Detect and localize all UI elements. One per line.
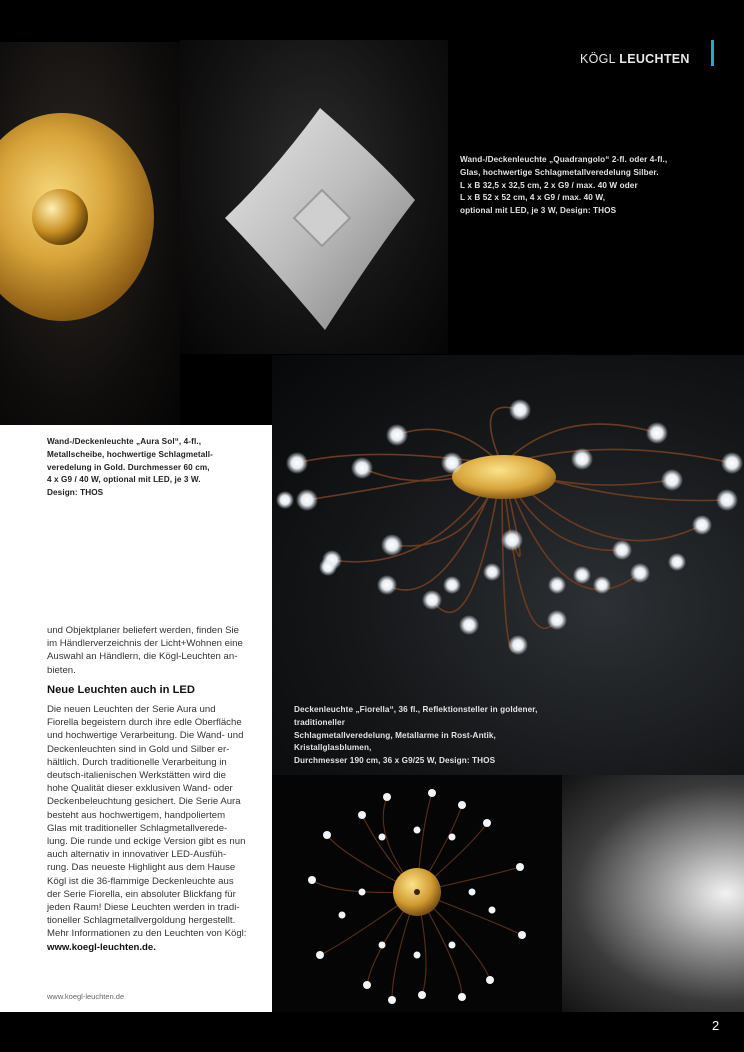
page-number: 2 — [712, 1018, 720, 1033]
brand-logo — [580, 52, 690, 66]
intro-line: bieten. — [47, 664, 76, 676]
caption-line: veredelung in Gold. Durchmesser 60 cm, — [47, 462, 210, 472]
caption-line: Glas, hochwertige Schlagmetallveredelung Silber. — [460, 167, 659, 177]
photo-fiorella-top-view — [272, 775, 562, 1012]
caption-line: L x B 52 x 52 cm, 4 x G9 / max. 40 W, — [460, 193, 606, 203]
body-line: auch alternativ in innovativer LED-Ausfüh- — [47, 849, 227, 861]
body-line: lung. Die runde und eckige Version gibt es nun — [47, 836, 246, 848]
photo-grey-background — [562, 775, 744, 1012]
body-line: Glas mit traditioneller Schlagmetallverede- — [47, 822, 228, 834]
caption-line: L x B 32,5 x 32,5 cm, 2 x G9 / max. 40 W oder — [460, 180, 638, 190]
aura-sol-illustration — [0, 42, 180, 425]
body-line: Deckenleuchten sind in Gold und Silber er- — [47, 743, 230, 755]
fiorella-top-view-illustration — [272, 775, 562, 1012]
caption-line: Durchmesser 190 cm, 36 x G9/25 W, Design: THOS — [294, 756, 496, 766]
body-line: besteht aus hochwertigem, handpoliertem — [47, 809, 226, 821]
caption-line: Design: THOS — [47, 488, 104, 498]
body-line: hohe Qualität dieser exklusiven Wand- oder — [47, 783, 233, 795]
body-line: hältlich. Durch traditionelle Verarbeitung in — [47, 756, 227, 768]
body-line: deutsch-italienischen Werkstätten wird die — [47, 770, 226, 782]
body-line: rung. Das neueste Highlight aus dem Hause — [47, 862, 236, 874]
caption-line: 4 x G9 / 40 W, optional mit LED, je 3 W. — [47, 475, 201, 485]
quadrangolo-illustration — [180, 40, 448, 354]
intro-line: Auswahl an Händlern, die Kögl-Leuchten an- — [47, 651, 238, 663]
caption-line: Wand-/Deckenleuchte „Aura Sol“, 4-fl., — [47, 437, 202, 446]
brand-accent-bar — [711, 40, 714, 66]
caption-aura-sol — [47, 436, 257, 500]
brand-bold: LEUCHTEN — [619, 52, 690, 66]
body-line: Kögl ist die 36-flammige Deckenleuchte aus — [47, 875, 234, 887]
caption-line: Metallscheibe, hochwertige Schlagmetall- — [47, 449, 213, 459]
caption-line: Deckenleuchte „Fiorella“, 36 fl., Reflektionsteller in goldener, traditioneller — [294, 705, 538, 727]
body-line: Mehr Informationen zu den Leuchten von Kögl: — [47, 928, 247, 940]
caption-line: optional mit LED, je 3 W, Design: THOS — [460, 206, 617, 216]
intro-line: und Objektplaner beliefert werden, finden Sie — [47, 625, 239, 636]
footer-url[interactable]: www.koegl-leuchten.de — [47, 992, 125, 1001]
body-line: jeden Raum! Diese Leuchten werden in tradi- — [47, 902, 240, 914]
body-line: Deckenbeleuchtung gesichert. Die Serie Aura — [47, 796, 241, 808]
article-heading: Neue Leuchten auch in LED — [47, 684, 195, 696]
caption-line: Schlagmetallveredelung, Metallarme in Rost-Antik, Kristallglasblumen, — [294, 730, 496, 753]
body-line: Die neuen Leuchten der Serie Aura und — [47, 704, 216, 715]
intro-line: im Händlerverzeichnis der Licht+Wohnen eine — [47, 638, 243, 650]
body-line: und hochwertige Verarbeitung. Die Wand- und — [47, 730, 244, 742]
caption-quadrangolo — [460, 154, 730, 218]
photo-aura-sol — [0, 42, 180, 425]
website-link[interactable]: www.koegl-leuchten.de. — [47, 941, 156, 953]
body-line: der Serie Fiorella, ein absoluter Blickfang für — [47, 888, 236, 900]
body-line: Fiorella begeistern durch ihre edle Oberfläche — [47, 717, 242, 729]
caption-line: Wand-/Deckenleuchte „Quadrangolo“ 2-fl. oder 4-fl., — [460, 155, 668, 164]
brand-light: KÖGL — [580, 52, 616, 66]
body-line: tioneller Schlagmetallvergoldung hergestellt. — [47, 915, 236, 927]
article-intro — [47, 624, 257, 677]
footer-bar — [0, 1012, 744, 1052]
photo-quadrangolo — [180, 40, 448, 354]
article-body — [47, 703, 257, 954]
